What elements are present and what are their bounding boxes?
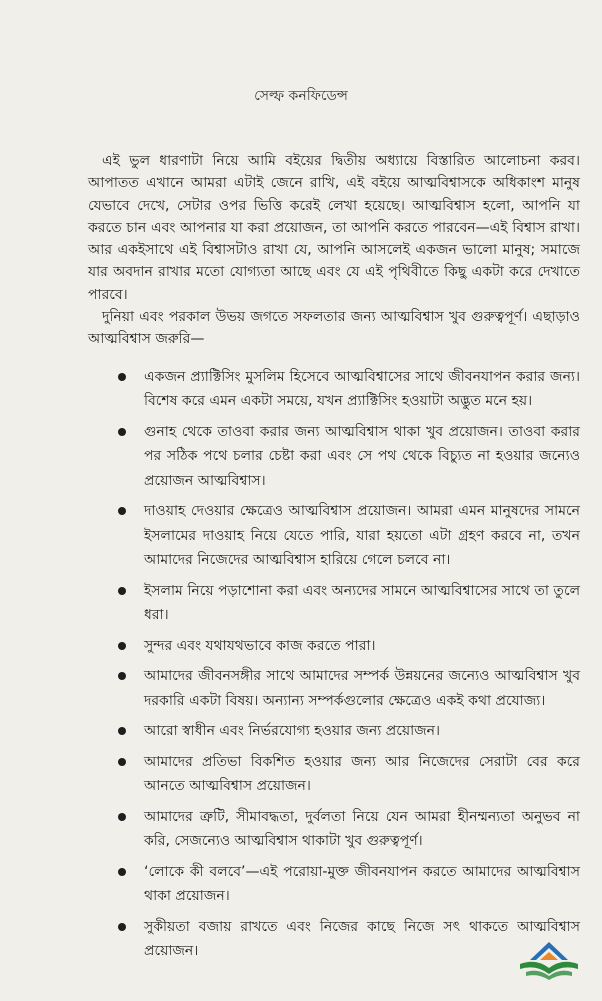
bullet-icon xyxy=(118,642,126,650)
bullet-icon xyxy=(118,727,126,735)
bullet-icon xyxy=(118,813,126,821)
bullet-icon xyxy=(118,758,126,766)
bullet-icon xyxy=(118,373,126,381)
bullet-icon xyxy=(118,428,126,436)
page-header: সেল্ফ কনফিডেন্স xyxy=(254,88,348,104)
list-item: সুন্দর এবং যথাযথভাবে কাজ করতে পারা। xyxy=(88,634,580,659)
bullet-icon xyxy=(118,868,126,876)
paragraph-1: এই ভুল ধারণাটা নিয়ে আমি বইয়ের দ্বিতীয় অধ্যায়ে বিস্তারিত আলোচনা করব। আপাতত এখানে আমরা এটাই জেনে রাখি, এই বইয়ে আত্মবিশ্বাসকে অধিকাংশ মানুষ যেভাবে দেখে, সেটার ওপর ভিত্তি করেই লেখা হয়েছে। আত্মবিশ্বাস হলো, আপনি যা করতে চান এবং আপনার যা করা প্রয়োজন, তা আপনি করতে পারবেন—এই বিশ্বাস রাখা। আর একইসাথে এই বিশ্বাসটাও রাখা যে, আপনি আসলেই একজন ভালো মানুষ; সমাজে যার অবদান রাখার মতো যোগ্যতা আছে এবং যে এই পৃথিবীতে কিছু একটা করে দেখাতে পারবে। xyxy=(88,153,580,303)
list-item: ইসলাম নিয়ে পড়াশোনা করা এবং অন্যদের সামনে আত্মবিশ্বাসের সাথে তা তুলে ধরা। xyxy=(88,579,580,628)
list-item: ‘লোকে কী বলবে’—এই পরোয়া-মুক্ত জীবনযাপন করতে আমাদের আত্মবিশ্বাস থাকা প্রয়োজন। xyxy=(88,860,580,909)
list-item: আমাদের জীবনসঙ্গীর সাথে আমাদের সম্পর্ক উন্নয়নের জন্যেও আত্মবিশ্বাস খুব দরকারি একটা বিষয়। অন্যান্য সম্পর্কগুলোর ক্ষেত্রেও একই কথা প্রযোজ্য। xyxy=(88,664,580,713)
list-item: সুকীয়তা বজায় রাখতে এবং নিজের কাছে নিজে সৎ থাকতে আত্মবিশ্বাস প্রয়োজন। xyxy=(88,915,580,964)
list-item: আমাদের প্রতিভা বিকশিত হওয়ার জন্য আর নিজেদের সেরাটা বের করে আনতে আত্মবিশ্বাস প্রয়োজন। xyxy=(88,750,580,799)
paragraph-2: দুনিয়া এবং পরকাল উভয় জগতে সফলতার জন্য আত্মবিশ্বাস খুব গুরুত্বপূর্ণ। এছাড়াও আত্মবিশ্বাস জরুরি— xyxy=(88,309,580,348)
page-content xyxy=(88,150,580,970)
list-item: একজন প্র্যাক্টিসিং মুসলিম হিসেবে আত্মবিশ্বাসের সাথে জীবনযাপন করার জন্য। বিশেষ করে এমন একটা সময়ে, যখন প্র্যাক্টিসিং হওয়াটা অদ্ভুত মনে হয়। xyxy=(88,365,580,414)
list-item: আমাদের ত্রুটি, সীমাবদ্ধতা, দুর্বলতা নিয়ে যেন আমরা হীনম্মন্যতা অনুভব না করি, সেজন্যেও আত্মবিশ্বাস থাকাটা খুব গুরুত্বপূর্ণ। xyxy=(88,805,580,854)
bullet-icon xyxy=(118,507,126,515)
bullet-list xyxy=(88,365,580,964)
list-item: দাওয়াহ দেওয়ার ক্ষেত্রেও আত্মবিশ্বাস প্রয়োজন। আমরা এমন মানুষদের সামনে ইসলামের দাওয়াহ নিয়ে যেতে পারি, যারা হয়তো এটা গ্রহণ করবে না, তখন আমাদের নিজেদের আত্মবিশ্বাস হারিয়ে গেলে চলবে না। xyxy=(88,499,580,573)
bullet-icon xyxy=(118,923,126,931)
publisher-logo-icon xyxy=(516,938,582,982)
bullet-icon xyxy=(118,672,126,680)
list-item: আরো স্বাধীন এবং নির্ভরযোগ্য হওয়ার জন্য প্রয়োজন। xyxy=(88,719,580,744)
list-item: গুনাহ থেকে তাওবা করার জন্য আত্মবিশ্বাস থাকা খুব প্রয়োজন। তাওবা করার পর সঠিক পথে চলার চেষ্টা করা এবং সে পথ থেকে বিচ্যুত না হওয়ার জন্যেও প্রয়োজন আত্মবিশ্বাস। xyxy=(88,420,580,494)
bullet-icon xyxy=(118,587,126,595)
